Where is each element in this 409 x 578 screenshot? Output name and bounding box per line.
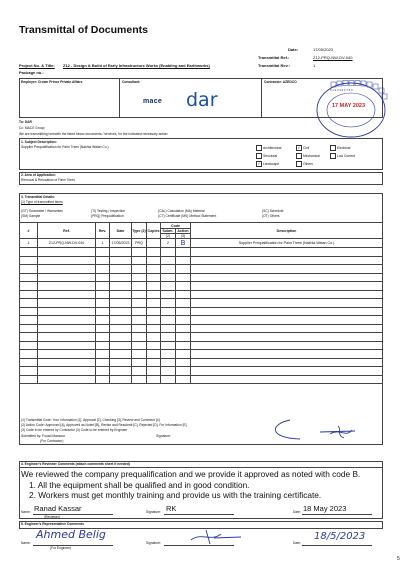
type-ti: (TI) Testing / Inspection — [91, 209, 126, 213]
details-heading: 3. Transmittal Details: — [21, 195, 56, 199]
action-code-legend: (2) Action Code: Approved [A], Approved as Noted [B], Revise and Resubmit [C], Rejected [D], For Information [E] — [21, 423, 187, 427]
submitted-by: Submitted by: Fouad Mansour — [21, 434, 66, 438]
col-action: Action — [177, 229, 189, 233]
consultant: Consultant: — [122, 80, 141, 84]
review-main: We reviewed the company prequalification and we provide it approved as noted with code B. — [21, 469, 361, 479]
employer: Employer: Crown Prince Private Affairs — [21, 80, 83, 84]
cc-line: Cc: MACE Group — [19, 126, 45, 130]
contractor: Contractor: AZEDCO — [264, 80, 297, 84]
engineer-signature-icon — [186, 528, 246, 546]
reviewer-signature: RK — [166, 504, 177, 513]
project-label: Project No. & Title: — [19, 63, 55, 68]
discipline-others[interactable]: Others — [296, 161, 313, 167]
type-gt: (GT) Guarantee / Warranties — [21, 209, 63, 213]
engineer-signature-label: Signature: — [146, 541, 162, 545]
table-row — [20, 358, 383, 367]
rev-value: 1 — [313, 63, 316, 68]
dar-logo: dar — [186, 89, 218, 111]
page-number: 5 — [397, 556, 400, 562]
reviewer-name-label: Name: — [21, 510, 31, 514]
col-type: Type (2) — [132, 223, 147, 239]
table-row — [20, 350, 383, 359]
type-prq: (PRQ) Prequalification — [91, 214, 124, 218]
to-line: To: DAR — [19, 120, 32, 124]
table-row — [20, 265, 383, 274]
date-label: Date: — [288, 47, 299, 52]
col-num: # — [20, 223, 38, 239]
subject-heading: 1. Subject Description: — [21, 140, 57, 144]
discipline-civil[interactable]: ✓ Civil — [297, 145, 310, 150]
engineer-name: Ahmed Belig — [36, 528, 106, 541]
reviewer-name: Ranad Kassar — [34, 504, 82, 513]
ref-label: Transmittal Ref.: — [258, 55, 290, 60]
col-subm-note: (2) — [161, 234, 176, 239]
page-title: Transmittal of Documents — [19, 24, 148, 36]
engineer-heading: 5. Engineer's Representative Comments — [21, 522, 84, 526]
col-rev: Rev. — [96, 223, 110, 239]
col-subm: Subm. — [161, 229, 176, 234]
ref-value: Z12-PRQ-NW-DV-040 — [313, 55, 353, 60]
subject-box — [19, 138, 383, 170]
discipline-landscape[interactable]: ✓ Landscape — [257, 161, 280, 166]
review-date-label: Date: — [293, 510, 301, 514]
type-sc: (SC) Schedule — [262, 209, 284, 213]
transmittal-code-legend: (1) Transmittal Code: Your Information [1], Approval [2], Checking [3], Review and Comment [4] — [21, 418, 160, 422]
rev-label: Transmittal Rev.: — [258, 63, 290, 68]
discipline-mechanical[interactable]: Mechanical — [296, 153, 320, 159]
table-row — [20, 307, 383, 316]
reviewer-tag: (Reviewer) — [44, 515, 60, 519]
items-table — [19, 222, 383, 384]
subject-text: Supplier Prequalification for Palm Trees (Nakhla Watan Co.) — [21, 145, 109, 149]
for-engineer: (For Engineer) — [50, 546, 72, 550]
col-copies: Copies — [147, 223, 161, 239]
package-label: Package no.: — [19, 70, 44, 75]
area-heading: 2. Area of Application: — [21, 173, 56, 177]
col-action-note: (3) — [176, 234, 191, 239]
table-row — [20, 367, 383, 376]
table-row — [20, 282, 383, 291]
submit-signature-label: Signature: — [156, 434, 172, 438]
col-date: Date — [110, 223, 132, 239]
stamp-date: 17 MAY 2023 — [332, 103, 366, 109]
table-row — [20, 299, 383, 308]
type-ct: (CT) Certificate (MS) Method Statement — [158, 214, 217, 218]
engineer-name-label: Name: — [21, 541, 31, 545]
area-text: Removal & Relocation of Palm Trees — [21, 178, 75, 182]
table-row — [20, 256, 383, 265]
col-code: Code — [161, 223, 191, 229]
table-row — [20, 316, 383, 325]
col-description: Description — [191, 223, 383, 239]
engineer-date: 18/5/2023 — [314, 531, 366, 542]
type-ot: (OT) Others — [262, 214, 280, 218]
review-point-2: 2. Workers must get monthly training and provide us with the training certificate. — [29, 490, 322, 500]
table-row — [20, 341, 383, 350]
stamp-digits: 0 1 2 3 4 5 6 7 8 9 — [330, 88, 353, 92]
mace-logo: mace — [143, 98, 163, 105]
table-row: 1 Z12-PRQ-NW-DV-040 1 17/05/2023 PRQ 2 B Supplier Prequalification for Palm Trees (Nakhla Watan Co.) — [20, 239, 383, 248]
type-cal: (CAL) Calculation (MA) Material — [158, 209, 205, 213]
review-heading: 4. Engineer's Reviewer Comments (attach comments sheet if needed) — [21, 462, 130, 466]
col-ref: Ref. — [38, 223, 96, 239]
discipline-architectural[interactable]: Architectural — [256, 145, 281, 151]
reviewer-signature-label: Signature: — [146, 510, 162, 514]
contractor-signature-icon — [260, 416, 370, 444]
table-row — [20, 333, 383, 342]
discipline-structural[interactable]: Structural — [256, 153, 277, 159]
table-row — [20, 324, 383, 333]
review-date: 18 May 2023 — [303, 504, 347, 513]
discipline-electrical[interactable]: Electrical — [330, 145, 350, 151]
table-row — [20, 290, 383, 299]
date-value: 17/05/2023 — [313, 47, 334, 52]
discipline-low-current[interactable]: Low Current — [330, 153, 355, 159]
engineer-date-label: Date: — [293, 541, 301, 545]
code-entry-note: (3) Code to be entered by Contractor (4) Code to be entered by Engineer — [21, 428, 128, 432]
type-sm: (SM) Sample — [21, 214, 41, 218]
table-row — [20, 248, 383, 257]
project-value: Z12 - Design & Build of Early Infrastructure Works (Enabling and Earthworks) — [63, 63, 210, 68]
for-contractor: (For Contractor) — [40, 439, 64, 443]
table-row — [20, 273, 383, 282]
table-row — [20, 375, 383, 384]
details-subheading: (1) Type of transmitted items — [21, 200, 63, 204]
intro-line: We are transmitting herewith the listed below documents / services, for the indicated necessary action: — [19, 132, 169, 136]
review-point-1: 1. All the equipment shall be qualified and in good condition. — [29, 480, 250, 490]
